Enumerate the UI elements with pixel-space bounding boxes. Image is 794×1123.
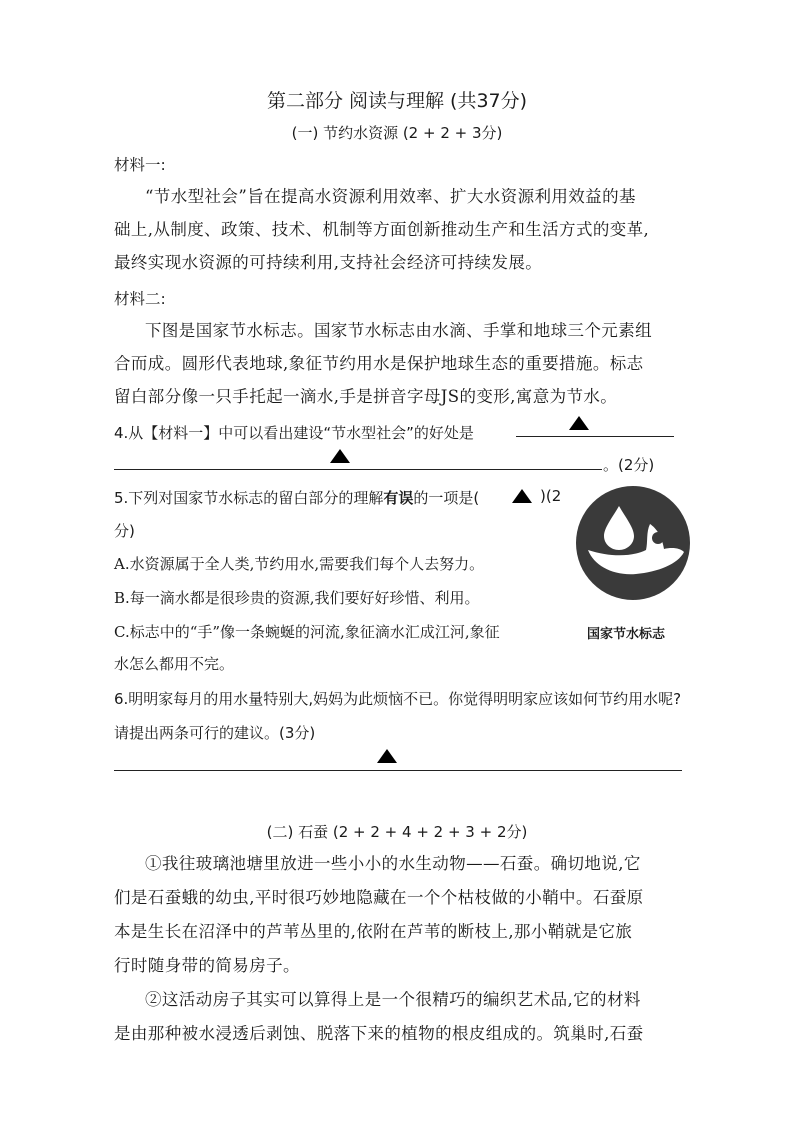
- q5-option-c-cont: 水怎么都用不完。: [114, 655, 235, 673]
- q4-text: 4.从【材料一】中可以看出建设“节水型社会”的好处是: [114, 424, 474, 442]
- answer-triangle-icon: [330, 449, 350, 463]
- q5-text-a: 5.下列对国家节水标志的留白部分的理解: [114, 489, 384, 507]
- logo-caption: 国家节水标志: [587, 627, 666, 642]
- q5-score-cont: 分): [114, 522, 135, 540]
- s2-p1-line-3: 本是生长在沼泽中的芦苇丛里的,依附在芦苇的断枝上,那小鞘就是它旅: [114, 922, 633, 941]
- section1-title: (一) 节约水资源 (2 + 2 + 3分): [291, 124, 503, 142]
- q6-answer-line[interactable]: [114, 770, 682, 771]
- water-saving-logo-icon: [574, 484, 692, 602]
- s2-p2-line-2: 是由那种被水浸透后剥蚀、脱落下来的植物的根皮组成的。筑巢时,石蚕: [114, 1024, 644, 1043]
- q4-score: 。(2分): [603, 456, 655, 474]
- material2-label: 材料二:: [114, 290, 166, 308]
- material2-line-3: 留白部分像一只手托起一滴水,手是拼音字母JS的变形,寓意为节水。: [114, 387, 618, 406]
- material1-line-3: 最终实现水资源的可持续利用,支持社会经济可持续发展。: [114, 253, 543, 272]
- page-title: 第二部分 阅读与理解 (共37分): [266, 90, 528, 112]
- q5-option-a: A.水资源属于全人类,节约用水,需要我们每个人去努力。: [114, 555, 485, 573]
- q6-line-1: 6.明明家每月的用水量特别大,妈妈为此烦恼不已。你觉得明明家应该如何节约用水呢?: [114, 690, 682, 708]
- q6-line-2: 请提出两条可行的建议。(3分): [114, 724, 316, 742]
- q5-text-b: 的一项是(: [413, 489, 480, 507]
- s2-p2-line-1: ②这活动房子其实可以算得上是一个很精巧的编织艺术品,它的材料: [145, 990, 641, 1009]
- material2-line-2: 合而成。圆形代表地球,象征节约用水是保护地球生态的重要措施。标志: [114, 354, 644, 373]
- q5-question: [114, 487, 479, 508]
- q5-option-c: C.标志中的“手”像一条蜿蜒的河流,象征滴水汇成江河,象征: [114, 623, 500, 641]
- q4-answer-line-1[interactable]: [516, 436, 674, 437]
- material2-line-1: 下图是国家节水标志。国家节水标志由水滴、手掌和地球三个元素组: [145, 321, 652, 340]
- answer-triangle-icon: [377, 749, 397, 763]
- material1-label: 材料一:: [114, 156, 166, 174]
- material1-line-2: 础上,从制度、政策、技术、机制等方面创新推动生产和生活方式的变革,: [114, 220, 650, 239]
- section2-title: (二) 石蚕 (2 + 2 + 4 + 2 + 3 + 2分): [266, 823, 528, 841]
- q4-answer-line-2[interactable]: [114, 469, 602, 470]
- s2-p1-line-1: ①我往玻璃池塘里放进一些小小的水生动物——石蚕。确切地说,它: [145, 854, 641, 873]
- q5-emphasis: 有误: [383, 489, 414, 507]
- answer-triangle-icon: [512, 489, 532, 503]
- answer-triangle-icon: [569, 416, 589, 430]
- q5-option-b: B.每一滴水都是很珍贵的资源,我们要好好珍惜、利用。: [114, 589, 480, 607]
- s2-p1-line-4: 行时随身带的简易房子。: [114, 956, 300, 975]
- q5-score: )(2: [540, 487, 562, 505]
- s2-p1-line-2: 们是石蚕蛾的幼虫,平时很巧妙地隐藏在一个个枯枝做的小鞘中。石蚕原: [114, 888, 644, 907]
- material1-line-1: “节水型社会”旨在提高水资源利用效率、扩大水资源利用效益的基: [145, 187, 636, 206]
